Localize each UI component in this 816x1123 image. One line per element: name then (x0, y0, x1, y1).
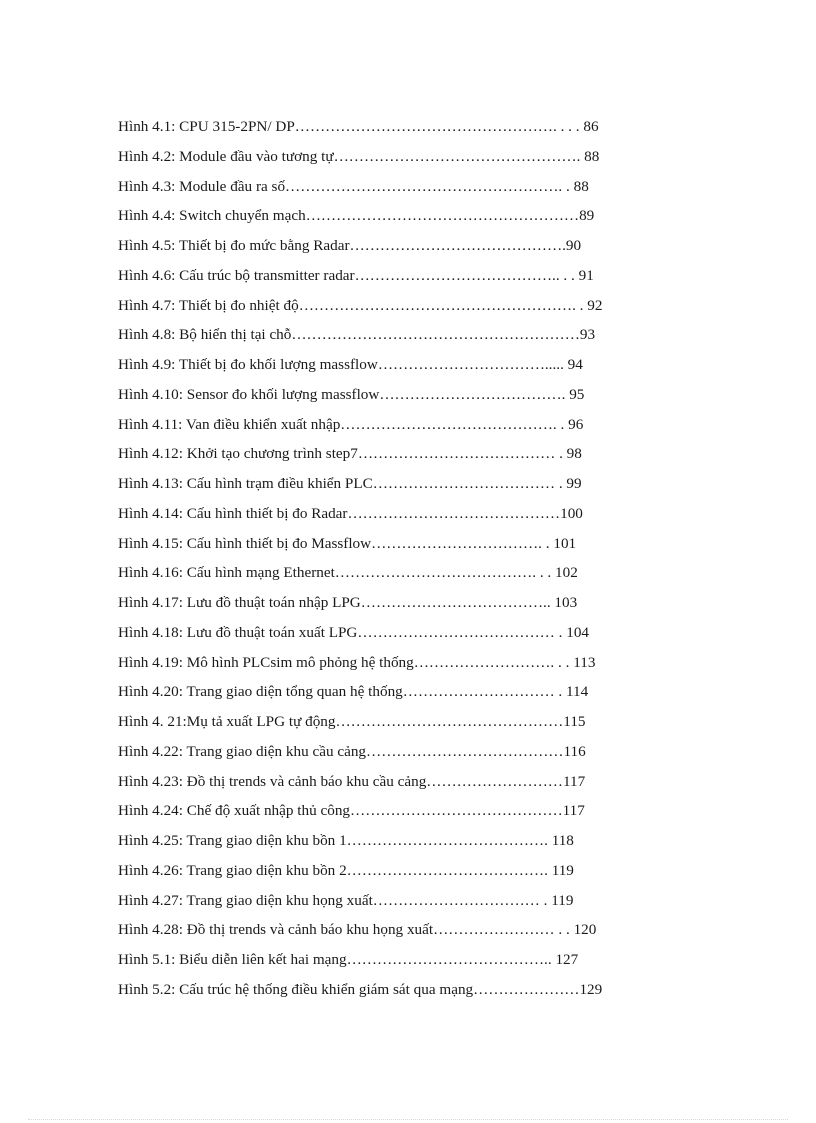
list-item: Hình 4.9: Thiết bị đo khối lượng massflow……………………………..... 94 (118, 356, 583, 373)
list-item: Hình 4.26: Trang giao diện khu bồn 2…………………………………. 119 (118, 861, 574, 879)
list-item: Hình 4.1: CPU 315-2PN/ DP……………………………………………. . . . 86 (118, 118, 599, 135)
figure-list (118, 112, 718, 1005)
list-item: Hình 4.25: Trang giao diện khu bồn 1…………………………………. 118 (118, 832, 574, 849)
list-item: Hình 4.27: Trang giao diện khu họng xuất…………………………… . 119 (118, 891, 574, 909)
list-item: Hình 4.19: Mô hình PLCsim mô phỏng hệ thống………………………. . . 113 (118, 653, 596, 671)
list-item: Hình 4.20: Trang giao diện tổng quan hệ thống………………………… . 114 (118, 683, 589, 701)
list-item: Hình 4.24: Chế độ xuất nhập thủ công……………………………………117 (118, 802, 585, 820)
list-item: Hình 4.16: Cấu hình mạng Ethernet…………………………………. . . 102 (118, 564, 578, 582)
list-item: Hình 5.1: Biểu diễn liên kết hai mạng………………………………….. 127 (118, 951, 579, 968)
list-item: Hình 4.5: Thiết bị đo mức bằng Radar…………………………………….90 (118, 237, 582, 254)
list-item: Hình 4.14: Cấu hình thiết bị đo Radar……………………………………100 (118, 504, 583, 522)
list-item: Hình 4.10: Sensor đo khối lượng massflow………………………………. 95 (118, 385, 585, 403)
page-bottom-divider (28, 1119, 788, 1120)
list-item: Hình 4.2: Module đầu vào tương tự…………………………………………. 88 (118, 147, 600, 165)
list-item: Hình 4.11: Van điều khiển xuất nhập……………………………………. . 96 (118, 415, 584, 433)
list-item: Hình 4.3: Module đầu ra số………………………………………………. . 88 (118, 177, 589, 195)
list-item: Hình 4.7: Thiết bị đo nhiệt độ………………………………………………. . 92 (118, 296, 603, 314)
list-item: Hình 4. 21:Mụ tả xuất LPG tự động………………………………………115 (118, 713, 586, 730)
list-item: Hình 4.15: Cấu hình thiết bị đo Massflow……………………………. . 101 (118, 534, 577, 552)
list-item: Hình 4.8: Bộ hiển thị tại chỗ…………………………………………………93 (118, 326, 596, 344)
list-item: Hình 4.13: Cấu hình trạm điều khiển PLC……………………………… . 99 (118, 475, 582, 492)
list-item: Hình 4.22: Trang giao diện khu cầu cảng…………………………………116 (118, 742, 586, 760)
list-item: Hình 4.28: Đồ thị trends và cảnh báo khu họng xuất…………………… . . 120 (118, 921, 597, 939)
list-item: Hình 4.12: Khởi tạo chương trình step7………………………………… . 98 (118, 445, 582, 463)
list-item: Hình 4.23: Đồ thị trends và cảnh báo khu cầu cảng………………………117 (118, 772, 586, 790)
list-item: Hình 5.2: Cấu trúc hệ thống điều khiển giám sát qua mạng…………………129 (118, 980, 603, 998)
list-item: Hình 4.17: Lưu đồ thuật toán nhập LPG……………………………….. 103 (118, 594, 578, 611)
list-item: Hình 4.18: Lưu đồ thuật toán xuất LPG………………………………… . 104 (118, 623, 590, 641)
list-item: Hình 4.4: Switch chuyển mạch………………………………………………89 (118, 207, 595, 225)
list-item: Hình 4.6: Cấu trúc bộ transmitter radar………………………………….. . . 91 (118, 266, 594, 284)
